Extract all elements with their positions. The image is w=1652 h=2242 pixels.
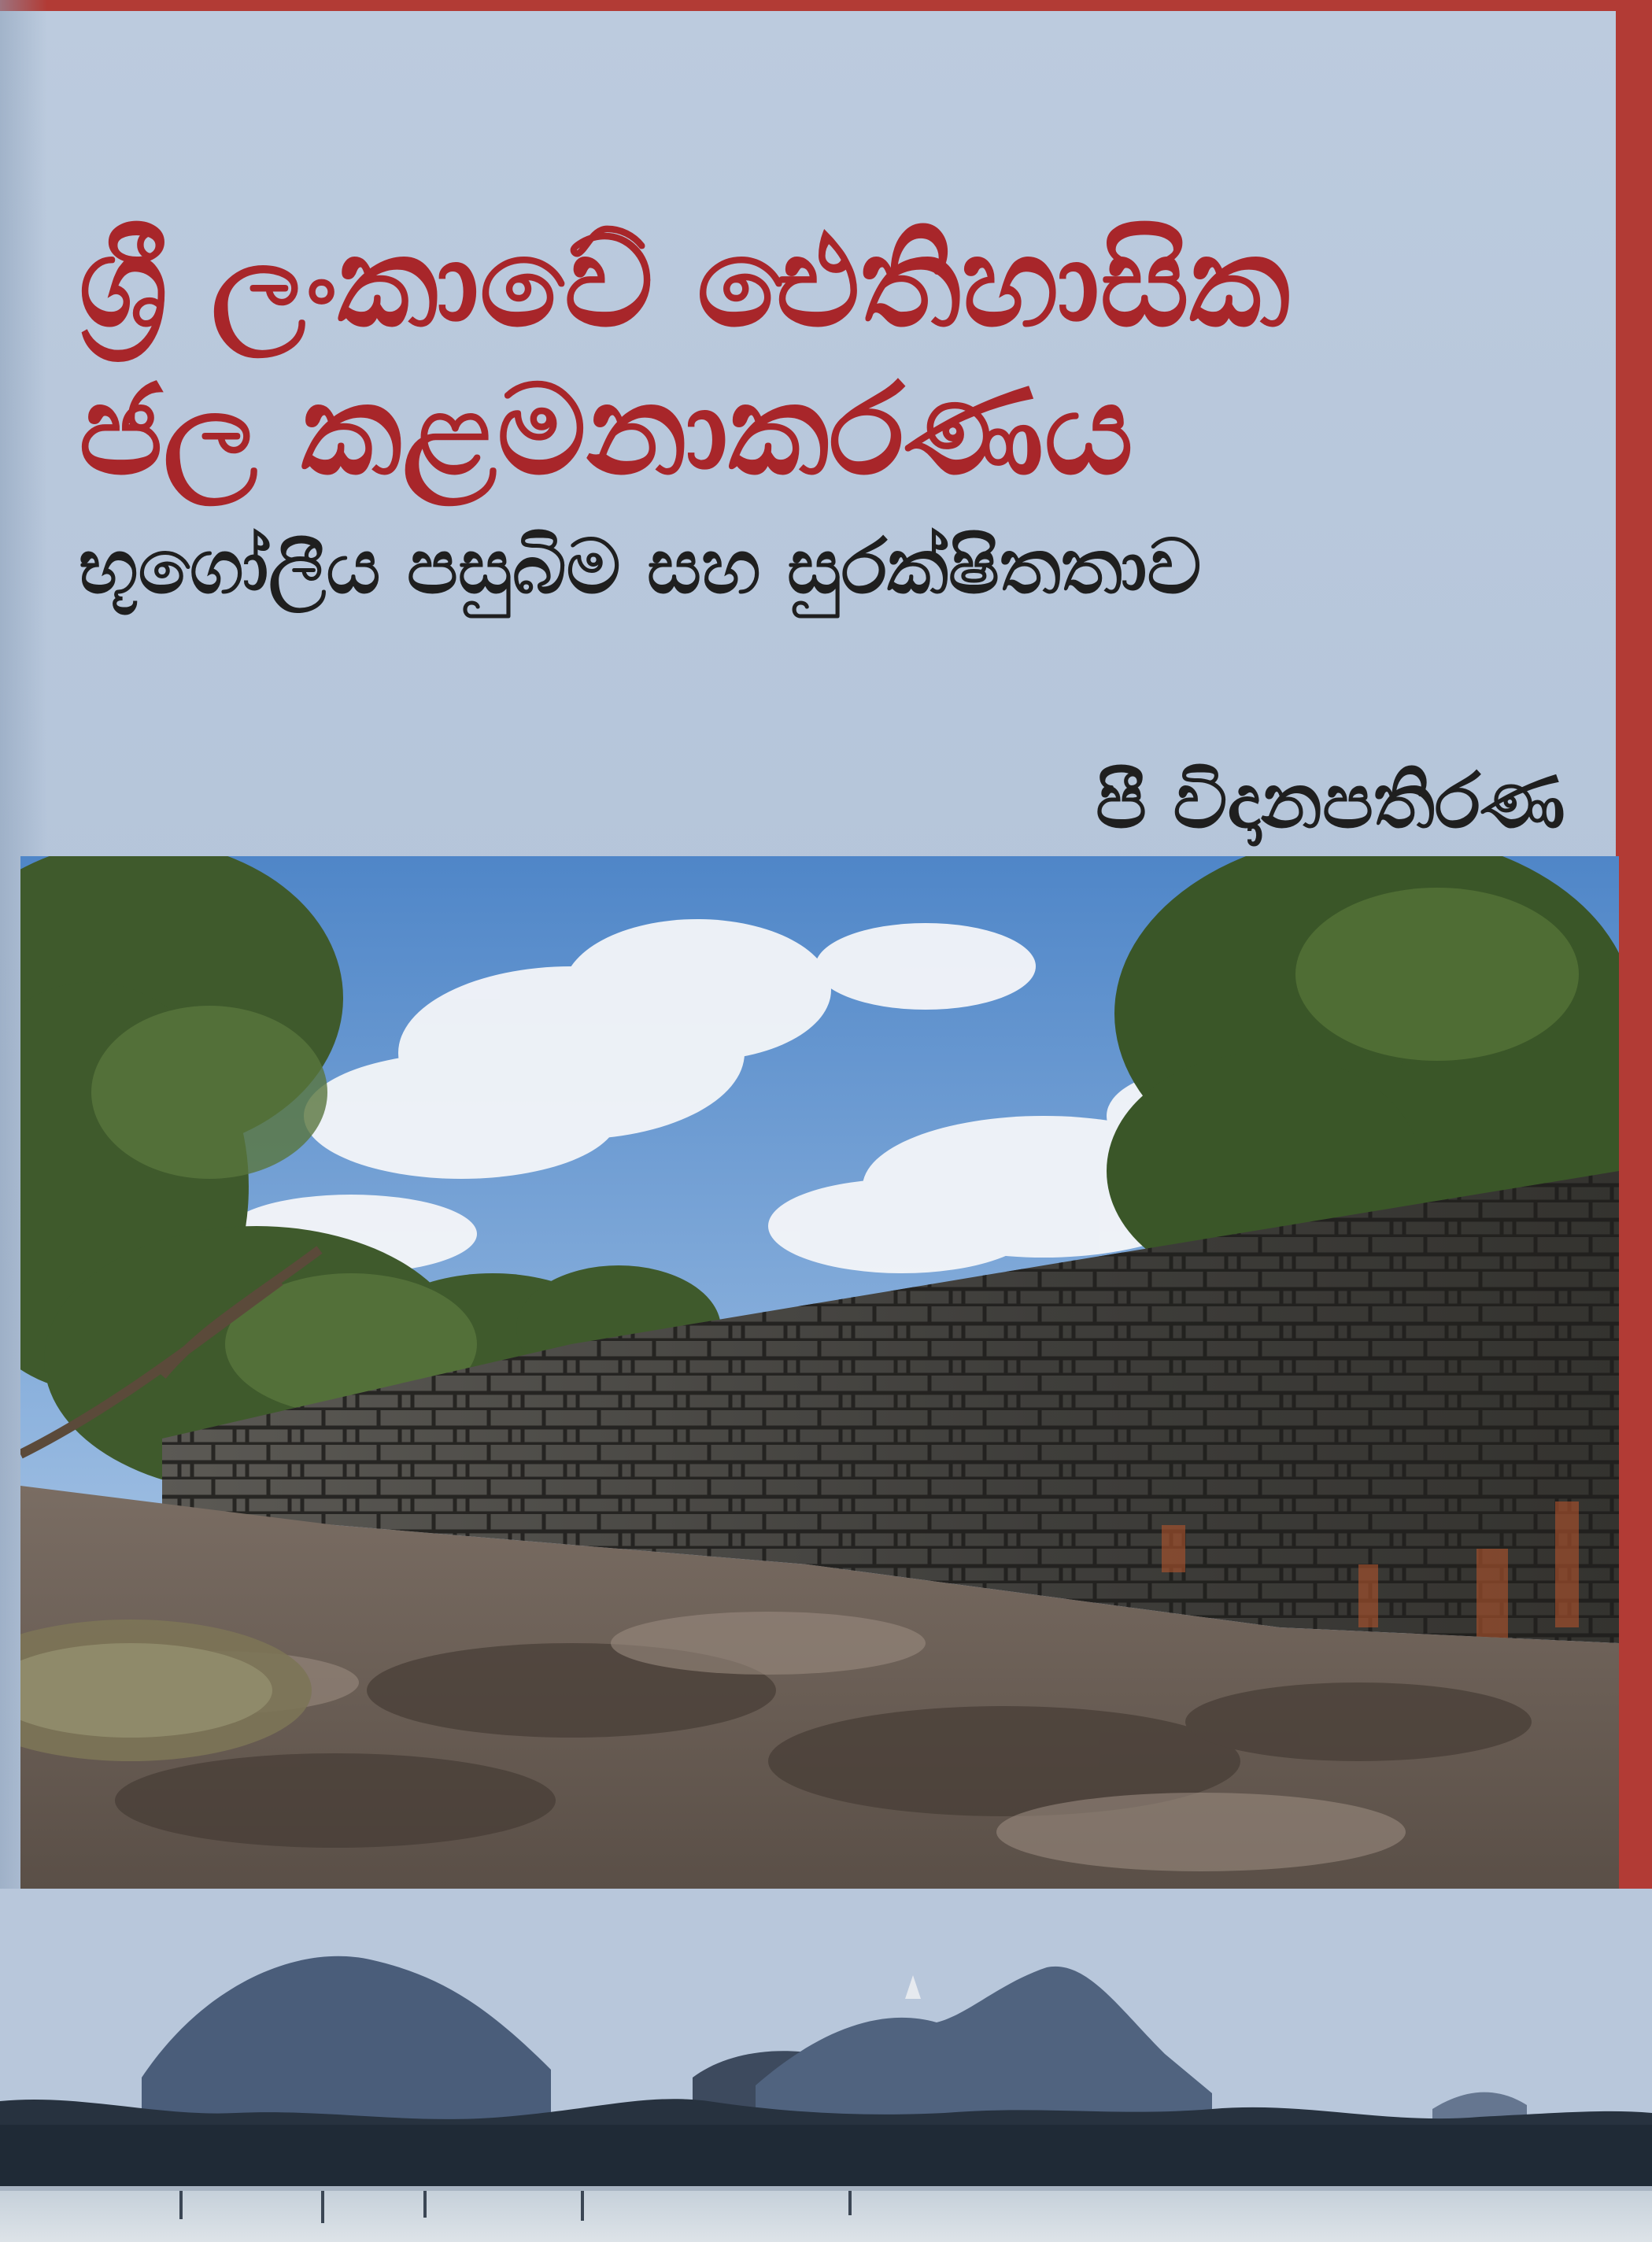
top-red-band <box>0 0 1652 11</box>
bottom-landscape-illustration <box>0 1889 1652 2242</box>
subtitle: භූගෝලීය පසුබිම සහ සුරක්ෂිතතාව <box>79 523 1202 611</box>
cover-photo-stone-dam <box>20 856 1619 1889</box>
title-line-1: ශ්‍රී ලංකාවේ ඓතිහාසික <box>79 210 1291 355</box>
title-line-2: ජල කළමනාකරණය <box>79 358 1134 503</box>
right-red-band <box>1616 0 1652 2034</box>
author-name: පී විදානපතිරණ <box>1096 757 1565 845</box>
